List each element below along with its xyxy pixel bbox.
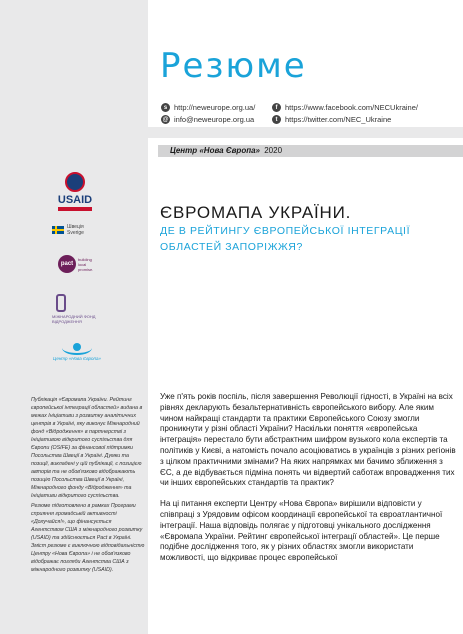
body-paragraph: Уже п'ять років поспіль, після завершення Революції гідності, в Україні на всіх рівнях декларують безальтернативність європейського вибору. Але яким чином найкращі стандарти та практики Європейського Союзу змогли проникнути у різні області України? Наскільки поняття «європейська інтеграція» перестало бути абстрактним шифром вузького кола експертів та політиків у Києві, а натомість почало асоціюватись в українців з різних регіонів з цілком практичними змінами? На яких напрямках ми бачимо зближення з ЄС, а де відбувається підміна понять чи відвертий саботаж впровадження тих чи інших європейських стандартів та практик? [160, 392, 456, 488]
organization-label [170, 145, 282, 157]
publication-year: 2020 [264, 146, 283, 155]
facebook-icon: f [272, 103, 281, 112]
twitter-contact[interactable] [272, 115, 391, 124]
center-logo-icon [62, 341, 92, 355]
document-subtitle: ДЕ В РЕЙТИНГУ ЄВРОПЕЙСЬКОЇ ІНТЕГРАЦІЇ ОБЛАСТЕЙ ЗАПОРІЖЖЯ? [160, 225, 411, 253]
sweden-line1: Швеція [67, 224, 84, 230]
center-logo-wordmark: Центр «Нова Європа» [52, 356, 102, 361]
usaid-logo [50, 172, 100, 211]
usaid-seal-icon [65, 172, 85, 192]
pact-logo [58, 255, 100, 273]
email-contact[interactable] [161, 115, 254, 124]
organization-name: Центр «Нова Європа» [170, 146, 260, 155]
sweden-logo [52, 224, 84, 236]
usaid-wordmark: USAID [57, 194, 93, 206]
irf-wordmark: МІЖНАРОДНИЙ ФОНД ВІДРОДЖЕННЯ [52, 314, 96, 324]
sweden-wordmark [67, 224, 84, 236]
disclaimer-paragraph: Публікація «Євромапа України. Рейтинг європейської інтеграції областей» видана в межах Ініціативи з розвитку аналітичних центрів в Україні, яку виконує Міжнародний фонд «Відродження» в партнерстві з Ініціативою відкритого суспільства для Європи (OSIFE) за фінансової підтримки Посольства Швеції в Україні. Думки та позиції, викладені у цій публікації, є позицією авторів та не обов'язково відображають позицію Посольства Швеції в Україні, Міжнародного фонду «Відродження» та Ініціативи відкритого суспільства. [31, 397, 143, 499]
sweden-line2: Sverige [67, 230, 84, 236]
twitter-link[interactable]: https://twitter.com/NEC_Ukraine [285, 115, 392, 124]
usaid-stripe [58, 207, 92, 211]
skype-icon: s [161, 103, 170, 112]
body-text [160, 392, 456, 574]
disclaimer-paragraph: Резюме підготовлено в рамках Програми сприяння громадській активності «Долучайся!», що фінансується Агентством США з міжнародного розвитку (USAID) та здійснюється Pact в Україні. Зміст резюме є виключною відповідальністю Центру «Нова Європа» і не обов'язково відображає погляди Агентства США з міжнародного розвитку (USAID). [31, 503, 145, 573]
facebook-contact[interactable] [272, 103, 418, 112]
page-title: Резюме [160, 46, 307, 86]
sidebar-disclaimer [31, 396, 145, 576]
irf-logo [52, 294, 102, 324]
website-link[interactable]: http://neweurope.org.ua/ [174, 103, 256, 112]
center-new-europe-logo [50, 341, 104, 361]
body-paragraph: На ці питання експерти Центру «Нова Європа» вирішили відповісти у співпраці з Урядовим офісом координації європейської та євроатлантичної інтеграції. Наша відповідь полягає у підготовці унікального дослідження «Євромапа України. Рейтинг європейської інтеграції областей». Це перше подібне дослідження того, як у різних областях змогли використати можливості, що відкриває процес європейської [160, 499, 443, 563]
sweden-flag-icon [52, 226, 64, 234]
at-icon: @ [162, 116, 169, 123]
facebook-link[interactable]: https://www.facebook.com/NECUkraine/ [285, 103, 418, 112]
website-contact[interactable] [161, 103, 255, 112]
twitter-icon: t [272, 115, 281, 124]
document-title: ЄВРОМАПА УКРАЇНИ. [160, 203, 352, 222]
pact-tagline: building local promise. [78, 256, 94, 272]
pact-wordmark: pact [58, 255, 76, 273]
email-link[interactable]: info@neweurope.org.ua [174, 115, 255, 124]
irf-mark-icon [56, 294, 66, 312]
